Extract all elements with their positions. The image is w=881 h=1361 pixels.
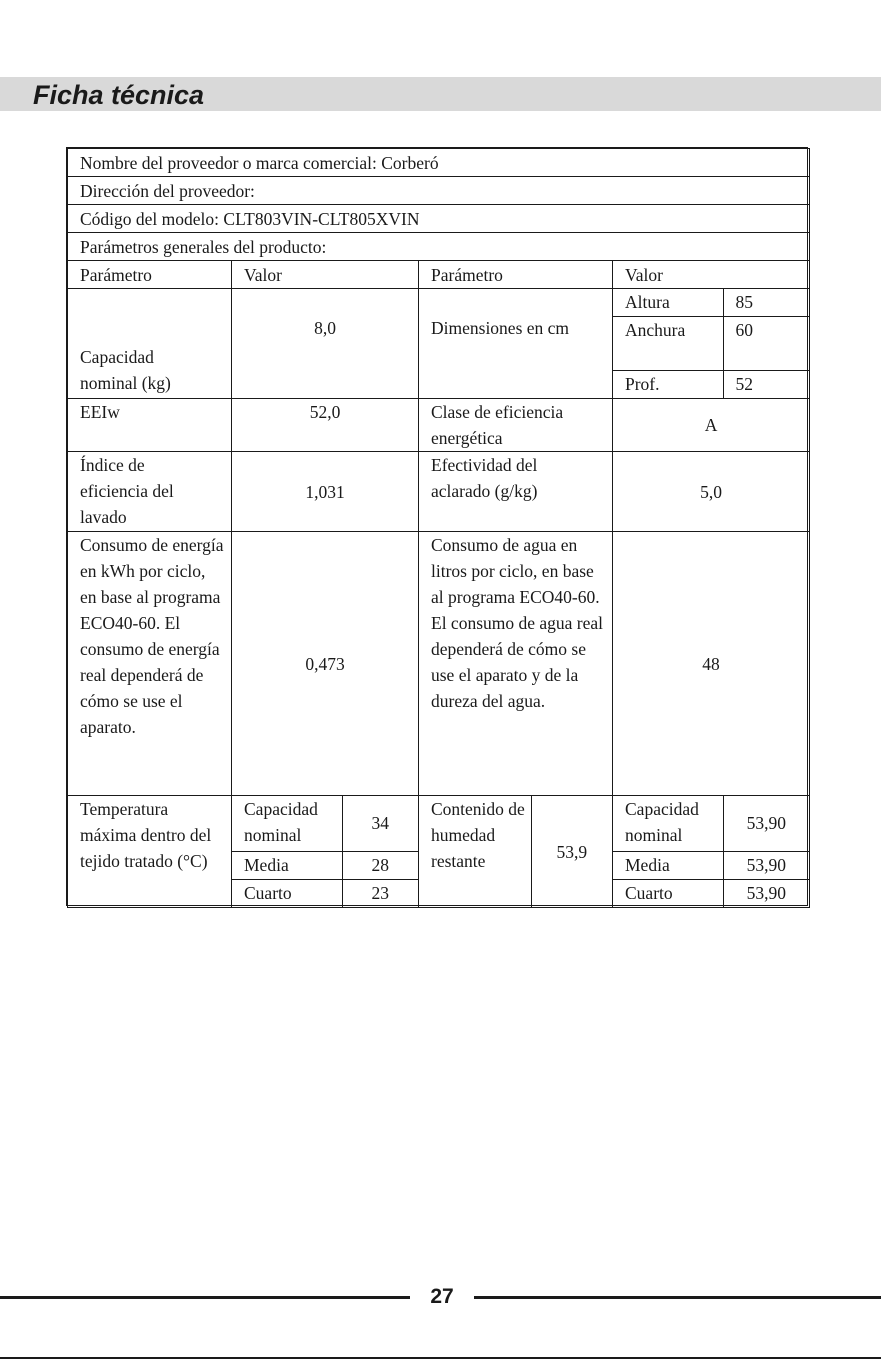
address-row: Dirección del proveedor: <box>68 177 810 205</box>
moisture-row-value: 53,90 <box>723 879 809 907</box>
general-params-row: Parámetros generales del producto: <box>68 233 810 261</box>
bottom-rule <box>0 1357 881 1359</box>
dimensions-label: Dimensiones en cm <box>419 289 613 399</box>
rinse-value: 5,0 <box>613 452 810 532</box>
page-number: 27 <box>430 1285 454 1308</box>
moisture-value: 53,9 <box>556 841 588 862</box>
col-header-param-1: Parámetro <box>68 261 232 289</box>
rinse-label: Efectividad del aclarado (g/kg) <box>419 452 613 532</box>
moisture-row-label: Media <box>613 851 723 879</box>
temp-row-value: 28 <box>342 851 418 879</box>
supplier-row: Nombre del proveedor o marca comercial: Corberó <box>68 149 810 177</box>
height-label: Altura <box>613 289 723 316</box>
wash-index-label: Índice de eficiencia del lavado <box>68 452 232 532</box>
class-label: Clase de eficiencia energética <box>419 399 613 452</box>
energy-label: Consumo de energía en kWh por ciclo, en base al programa ECO40-60. El consumo de energía real dependerá de cómo se use el aparato. <box>68 532 232 796</box>
dimensions-table <box>613 289 809 398</box>
temp-row-label: Capacidad nominal <box>232 796 342 851</box>
width-value: 60 <box>723 316 809 371</box>
water-value: 48 <box>613 532 810 796</box>
height-value: 85 <box>723 289 809 316</box>
temp-row-value: 34 <box>342 796 418 851</box>
moisture-row-label: Cuarto <box>613 879 723 907</box>
moisture-cell <box>419 796 613 908</box>
depth-label: Prof. <box>613 371 723 398</box>
temp-label: Temperatura máxima dentro del tejido tratado (°C) <box>68 796 232 908</box>
wash-index-value: 1,031 <box>232 452 419 532</box>
model-row: Código del modelo: CLT803VIN-CLT805XVIN <box>68 205 810 233</box>
width-label: Anchura <box>613 316 723 371</box>
moisture-row-label: Capacidad nominal <box>613 796 723 851</box>
moisture-table <box>419 796 612 907</box>
temp-row-value: 23 <box>342 879 418 907</box>
temp-table <box>232 796 418 907</box>
moisture-detail-cell <box>613 796 810 908</box>
water-label: Consumo de agua en litros por ciclo, en base al programa ECO40-60. El consumo de agua real dependerá de cómo se use el aparato y de la dureza del agua. <box>419 532 613 796</box>
energy-value: 0,473 <box>232 532 419 796</box>
capacity-value: 8,0 <box>232 289 419 399</box>
page-title: Ficha técnica <box>33 80 205 110</box>
class-value: A <box>613 399 810 452</box>
col-header-value-2: Valor <box>613 261 810 289</box>
spec-sheet <box>66 147 808 906</box>
temp-cell <box>232 796 419 908</box>
col-header-value-1: Valor <box>232 261 419 289</box>
moisture-row-value: 53,90 <box>723 851 809 879</box>
temp-row-label: Media <box>232 851 342 879</box>
moisture-row-value: 53,90 <box>723 796 809 851</box>
temp-row-label: Cuarto <box>232 879 342 907</box>
footer-rule-left <box>0 1296 410 1299</box>
col-header-param-2: Parámetro <box>419 261 613 289</box>
depth-value: 52 <box>723 371 809 398</box>
footer-rule-right <box>474 1296 881 1299</box>
dimensions-cell <box>613 289 810 399</box>
eeiw-value: 52,0 <box>232 399 419 452</box>
eeiw-label: EEIw <box>68 399 232 452</box>
spec-table <box>67 148 810 908</box>
moisture-detail-table <box>613 796 809 907</box>
moisture-label: Contenido de humedad restante <box>419 796 531 907</box>
capacity-label: Capacidad nominal (kg) <box>68 289 232 399</box>
